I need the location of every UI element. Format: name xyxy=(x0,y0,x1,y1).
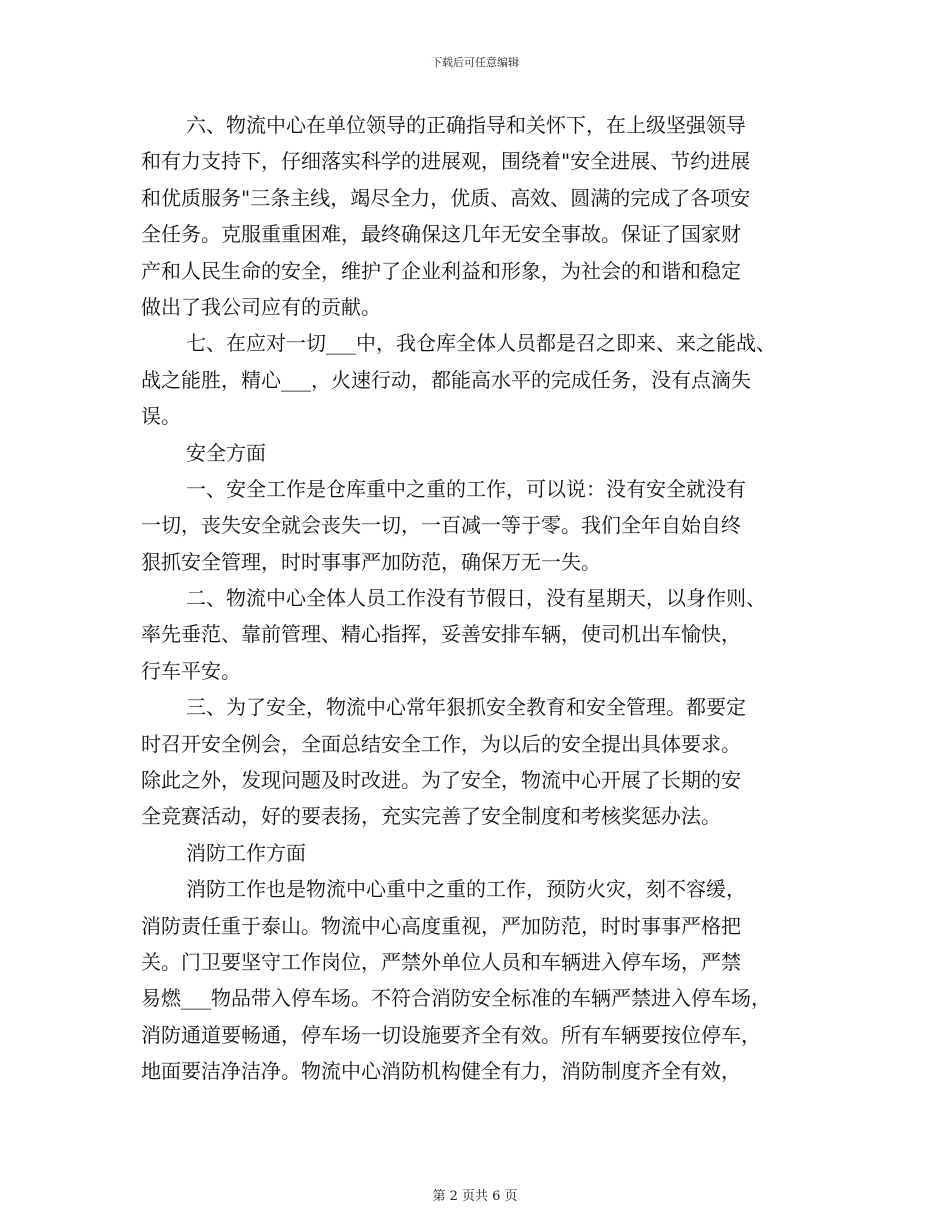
text-line: 和有力支持下，仔细落实科学的进展观，围绕着"安全进展、节约进展 xyxy=(141,149,751,174)
text-line: 七、在应对一切___中，我仓库全体人员都是召之即来、来之能战、 xyxy=(186,331,776,356)
text-line: 全竞赛活动，好的要表扬，充实完善了安全制度和考核奖惩办法。 xyxy=(141,804,721,829)
text-line: 除此之外，发现问题及时改进。为了安全，物流中心开展了长期的安 xyxy=(141,768,741,793)
text-line: 易燃___物品带入停车场。不符合消防安全标准的车辆严禁进入停车场， xyxy=(141,986,771,1011)
text-line: 时召开安全例会，全面总结安全工作，为以后的安全提出具体要求。 xyxy=(141,731,741,756)
text-line: 地面要洁净洁净。物流中心消防机构健全有力，消防制度齐全有效， xyxy=(141,1059,741,1084)
text-line: 误。 xyxy=(141,404,181,429)
text-line: 安全方面 xyxy=(186,440,266,465)
text-line: 产和人民生命的安全，维护了企业利益和形象，为社会的和谐和稳定 xyxy=(141,258,741,283)
text-line: 三、为了安全，物流中心常年狠抓安全教育和安全管理。都要定 xyxy=(186,695,746,720)
text-line: 率先垂范、靠前管理、精心指挥，妥善安排车辆，使司机出车愉快， xyxy=(141,622,741,647)
text-line: 消防通道要畅通，停车场一切设施要齐全有效。所有车辆要按位停车， xyxy=(141,1022,761,1047)
text-line: 战之能胜，精心___，火速行动，都能高水平的完成任务，没有点滴失 xyxy=(141,367,751,392)
text-line: 一、安全工作是仓库重中之重的工作，可以说：没有安全就没有 xyxy=(186,476,746,501)
text-line: 和优质服务"三条主线，竭尽全力，优质、高效、圆满的完成了各项安 xyxy=(141,185,751,210)
text-line: 狠抓安全管理，时时事事严加防范，确保万无一失。 xyxy=(141,549,601,574)
text-line: 做出了我公司应有的贡献。 xyxy=(141,294,381,319)
text-line: 消防工作方面 xyxy=(186,840,306,865)
text-line: 一切，丧失安全就会丧失一切，一百减一等于零。我们全年自始自终 xyxy=(141,513,741,538)
text-line: 六、物流中心在单位领导的正确指导和关怀下，在上级坚强领导 xyxy=(186,113,746,137)
text-line: 消防工作也是物流中心重中之重的工作，预防火灾，刻不容缓， xyxy=(186,877,746,902)
text-line: 全任务。克服重重困难，最终确保这几年无安全事故。保证了国家财 xyxy=(141,222,741,247)
page-footer: 第 2 页共 6 页 xyxy=(432,1189,518,1204)
text-line: 关。门卫要坚守工作岗位，严禁外单位人员和车辆进入停车场，严禁 xyxy=(141,949,741,974)
page-header: 下载后可任意编辑 xyxy=(431,56,519,69)
body-text xyxy=(141,107,823,1090)
text-line: 消防责任重于泰山。物流中心高度重视，严加防范，时时事事严格把 xyxy=(141,913,741,938)
text-line: 行车平安。 xyxy=(141,658,241,683)
text-line: 二、物流中心全体人员工作没有节假日，没有星期天，以身作则、 xyxy=(186,586,766,611)
